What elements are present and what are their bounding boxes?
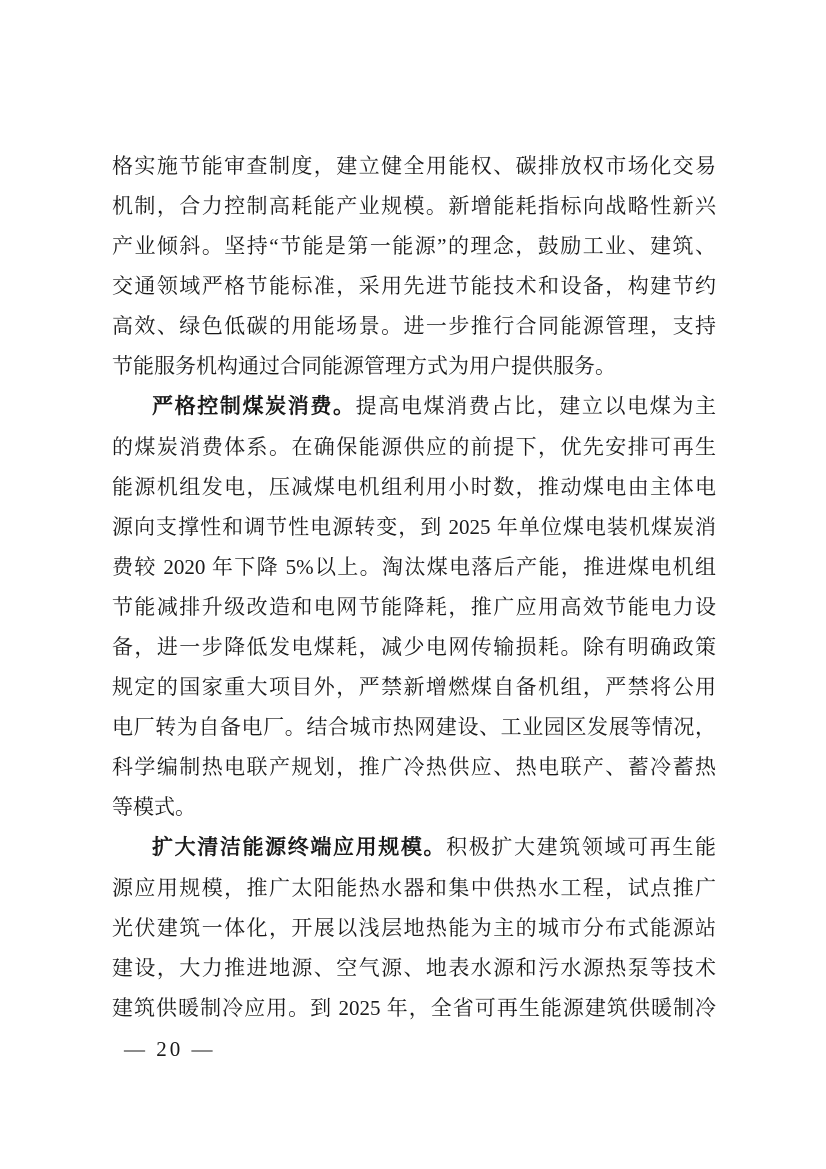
text-line: 源应用规模，推广太阳能热水器和集中供热水工程，试点推广 bbox=[112, 876, 716, 900]
text-line bbox=[112, 827, 716, 868]
text-line: 电厂转为自备电厂。结合城市热网建设、工业园区发展等情况， bbox=[112, 715, 716, 739]
paragraph-lead-bold: 严格控制煤炭消费。 bbox=[152, 395, 356, 418]
paragraph-lead-rest: 提高电煤消费占比，建立以电煤为主 bbox=[355, 394, 716, 418]
text-line: 产业倾斜。坚持“节能是第一能源”的理念，鼓励工业、建筑、 bbox=[112, 234, 716, 258]
text-line: 规定的国家重大项目外，严禁新增燃煤自备机组，严禁将公用 bbox=[112, 675, 716, 699]
text-line: 能源机组发电，压减煤电机组利用小时数，推动煤电由主体电 bbox=[112, 475, 716, 499]
body-text bbox=[112, 146, 716, 1028]
text-line: 建设，大力推进地源、空气源、地表水源和污水源热泵等技术 bbox=[112, 956, 716, 980]
text-line bbox=[112, 386, 716, 427]
text-line: 费较 2020 年下降 5%以上。淘汰煤电落后产能，推进煤电机组 bbox=[112, 555, 716, 579]
page-footer bbox=[124, 1036, 216, 1062]
text-line: 建筑供暖制冷应用。到 2025 年，全省可再生能源建筑供暖制冷 bbox=[112, 996, 716, 1020]
text-line: 备，进一步降低发电煤耗，减少电网传输损耗。除有明确政策 bbox=[112, 635, 716, 659]
paragraph-lead-rest: 积极扩大建筑领域可再生能 bbox=[446, 835, 716, 859]
text-line: 交通领域严格节能标准，采用先进节能技术和设备，构建节约 bbox=[112, 274, 716, 298]
text-line: 高效、绿色低碳的用能场景。进一步推行合同能源管理，支持 bbox=[112, 314, 716, 338]
text-line: 的煤炭消费体系。在确保能源供应的前提下，优先安排可再生 bbox=[112, 435, 716, 459]
text-line: 格实施节能审查制度，建立健全用能权、碳排放权市场化交易 bbox=[112, 154, 716, 178]
paragraph-energy-saving bbox=[112, 146, 716, 386]
page-number: — 20 — bbox=[124, 1037, 216, 1061]
paragraph-lead-bold: 扩大清洁能源终端应用规模。 bbox=[152, 836, 447, 859]
text-line: 光伏建筑一体化，开展以浅层地热能为主的城市分布式能源站 bbox=[112, 916, 716, 940]
paragraph-coal-control bbox=[112, 386, 716, 827]
text-line: 节能服务机构通过合同能源管理方式为用户提供服务。 bbox=[112, 354, 616, 378]
text-line: 源向支撑性和调节性电源转变，到 2025 年单位煤电装机煤炭消 bbox=[112, 515, 716, 539]
text-line: 等模式。 bbox=[112, 795, 196, 819]
paragraph-clean-energy bbox=[112, 827, 716, 1028]
text-line: 机制，合力控制高耗能产业规模。新增能耗指标向战略性新兴 bbox=[112, 194, 716, 218]
text-line: 科学编制热电联产规划，推广冷热供应、热电联产、蓄冷蓄热 bbox=[112, 755, 716, 779]
text-line: 节能减排升级改造和电网节能降耗，推广应用高效节能电力设 bbox=[112, 595, 716, 619]
